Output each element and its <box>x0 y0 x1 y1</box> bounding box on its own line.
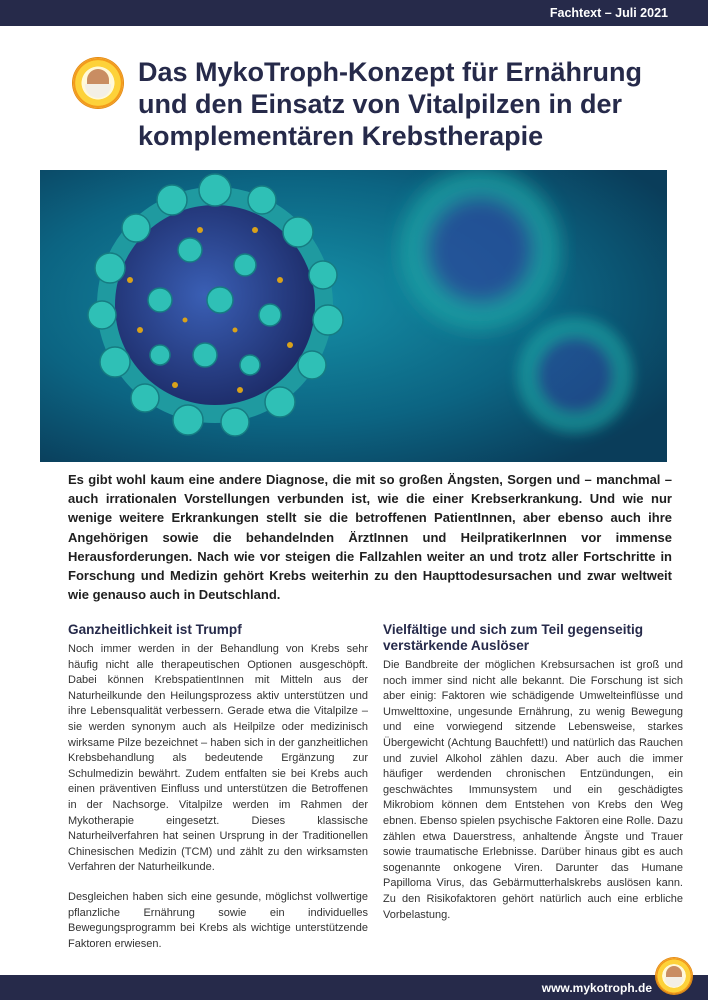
cancer-cell-image <box>40 170 667 462</box>
blurred-cell-2 <box>517 317 633 433</box>
left-column <box>68 622 368 952</box>
logo-beard <box>85 84 111 98</box>
right-column-heading: Vielfältige und sich zum Teil gegenseitig verstärkende Auslöser <box>383 622 644 653</box>
footer-logo-beard <box>665 977 683 987</box>
left-column-paragraph-2: Desgleichen haben sich eine gesunde, möglichst vollwertige pflanzliche Ernährung sowie ein individuelles Bewegungsprogramm bei Krebs als wichtige unterstützende Faktoren erwiesen. <box>68 890 368 950</box>
footer-logo-icon <box>656 958 692 994</box>
document-tag: Fachtext – Juli 2021 <box>549 6 668 20</box>
mykotroph-logo-icon <box>73 58 123 108</box>
footer-website-link[interactable]: www.mykotroph.de <box>541 981 652 995</box>
left-column-paragraph-1: Noch immer werden in der Behandlung von Krebs sehr häufig nicht alle therapeutischen Optionen ausgeschöpft. Dabei können KrebspatientInnen mit Mitteln aus der Naturheilkunde den Heilungsprozess aktiv unterstützen und ihre Lebensqualität verbessern. Gerade etwa die Vitalpilze – sie werden synonym auch als Heilpilze oder medizinisch wirksame Pilze bezeichnet – haben sich in der ganzheitlichen Krebsbehandlung als bedeutende Ergänzung zur Schulmedizin bewährt. Zudem entfalten sie bei Krebs auch einen präventiven Einfluss und unterstützen die Betroffenen in der Nachsorge. Vitalpilze werden im Rahmen der Mykotherapie eingesetzt. Dieses klassische Naturheilverfahren hat seinen Ursprung in der Traditionellen Chinesischen Medizin (TCM) und zählt zu den wirksamsten Verfahren der Naturheilkunde. <box>68 643 368 874</box>
left-column-heading: Ganzheitlichkeit ist Trumpf <box>68 622 242 637</box>
header-bar <box>0 0 708 26</box>
blurred-cell-1 <box>400 170 560 330</box>
footer-bar <box>0 975 708 1000</box>
right-column-paragraph-1: Die Bandbreite der möglichen Krebsursachen ist groß und noch immer sind nicht alle bekannt. Die Forschung ist sich aber einig: Faktoren wie schädigende Umwelteinflüsse und Umwelttoxine, ungesunde Ernährung, zu wenig Bewegung und eine vorwiegend sitzende Lebensweise, starkes Übergewicht (Achtung Bauchfett!) und natürlich das Rauchen und zuviel Alkohol zählen dazu. Aber auch die immer häufiger werdenden chronischen Entzündungen, ein geschwächtes Immunsystem und ein geschädigtes Mikrobiom können dem Entstehen von Krebs den Weg ebnen. Ebenso spielen psychische Faktoren eine Rolle. Dazu zählen etwa Dauerstress, anhaltende Ängste und Trauer sowie traumatische Erlebnisse. Darüber hinaus gibt es auch sogenannte onkogene Viren. Darunter das Humane Papilloma Virus, das Gebärmutterhalskrebs auslösen kann. Zu den Risikofaktoren gehört natürlich auch eine erbliche Vorbelastung. <box>383 659 683 921</box>
page-title: Das MykoTroph-Konzept für Ernährung und den Einsatz von Vitalpilzen in der komplementären Krebstherapie <box>138 57 643 151</box>
right-column <box>383 622 683 923</box>
lead-paragraph: Es gibt wohl kaum eine andere Diagnose, die mit so großen Ängsten, Sorgen und – manchmal – auch irrationalen Vorstellungen verbunden ist, wie die einer Krebserkrankung. Und wie nur wenige weitere Erkrankungen stellt sie die betroffenen PatientInnen, aber ebenso auch ihre Angehörigen sowie die behandelnden ÄrztInnen und HeilpratikerInnen vor immense Herausforderungen. Nach wie vor steigen die Fallzahlen weiter an und trotz aller Fortschritte in Forschung und Medizin gehört Krebs weiterhin zu den Haupttodesursachen und zwar weltweit wie genauso auch in Deutschland. <box>68 472 672 603</box>
